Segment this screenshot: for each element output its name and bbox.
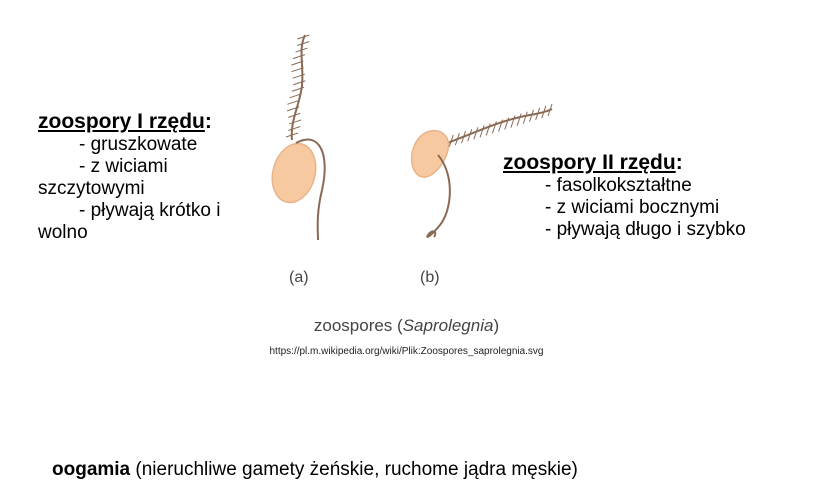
primary-item-3: - pływają krótko i [79, 200, 221, 221]
mastigoneme-hair [523, 118, 525, 124]
figure-label-b: (b) [420, 269, 440, 286]
mastigoneme-hair [297, 37, 303, 39]
mastigoneme-hair [505, 124, 507, 130]
zoospore-b [412, 104, 552, 237]
mastigoneme-hair [468, 135, 470, 141]
mastigoneme-hair [499, 126, 501, 132]
primary-item-2: - z wiciami [79, 156, 168, 177]
zoospore-b-cell [412, 131, 449, 178]
mastigoneme-hair [292, 89, 298, 91]
oogamy-definition: (nieruchliwe gamety żeńskie, ruchome jądra męskie) [130, 459, 578, 480]
mastigoneme-hair [291, 63, 297, 65]
zoospore-a-mastigonemes [286, 35, 309, 137]
zoospore-a [266, 35, 325, 240]
figure-source-url: https://pl.m.wikipedia.org/wiki/Plik:Zoospores_saprolegnia.svg [269, 346, 544, 357]
mastigoneme-hair [293, 76, 299, 78]
primary-zoospores-block [38, 110, 221, 244]
mastigoneme-hair [292, 133, 298, 135]
oogamy-note [52, 459, 578, 481]
zoospores-illustration [230, 25, 560, 265]
figure-caption: zoospores (Saprolegnia) [313, 316, 500, 335]
zoospore-b-mastigonemes [443, 104, 552, 149]
mastigoneme-hair [293, 57, 299, 59]
primary-item-1: - gruszkowate [79, 134, 198, 155]
primary-zoospores-title: zoospory I rzędu [38, 110, 205, 133]
oogamy-term: oogamia [52, 459, 131, 480]
zoospore-b-tinsel-flagellum [442, 109, 552, 145]
zoospore-a-cell [266, 139, 322, 208]
secondary-item-3: - pływają długo i szybko [545, 219, 746, 240]
mastigoneme-hair [293, 83, 299, 85]
mastigoneme-hair [294, 126, 300, 128]
secondary-item-1: - fasolkokształtne [545, 175, 692, 196]
mastigoneme-hair [486, 129, 488, 135]
primary-zoospores-heading: zoospory I rzędu: [38, 110, 212, 133]
mastigoneme-hair [287, 102, 293, 104]
secondary-item-2: - z wiciami bocznymi [545, 197, 720, 218]
mastigoneme-hair [517, 120, 519, 126]
figure-label-a: (a) [289, 269, 309, 286]
mastigoneme-hair [474, 133, 476, 139]
primary-item-3-cont: wolno [38, 222, 88, 243]
mastigoneme-hair [480, 131, 482, 137]
primary-item-2-cont: szczytowymi [38, 178, 145, 199]
mastigoneme-hair [303, 42, 309, 44]
mastigoneme-hair [492, 127, 494, 133]
secondary-zoospores-title: zoospory II rzędu [503, 151, 676, 174]
mastigoneme-hair [287, 109, 293, 111]
mastigoneme-hair [289, 96, 295, 98]
secondary-zoospores-heading: zoospory II rzędu: [503, 151, 683, 174]
mastigoneme-hair [529, 116, 531, 122]
mastigoneme-hair [295, 120, 301, 122]
mastigoneme-hair [511, 122, 513, 128]
mastigoneme-hair [292, 70, 298, 72]
